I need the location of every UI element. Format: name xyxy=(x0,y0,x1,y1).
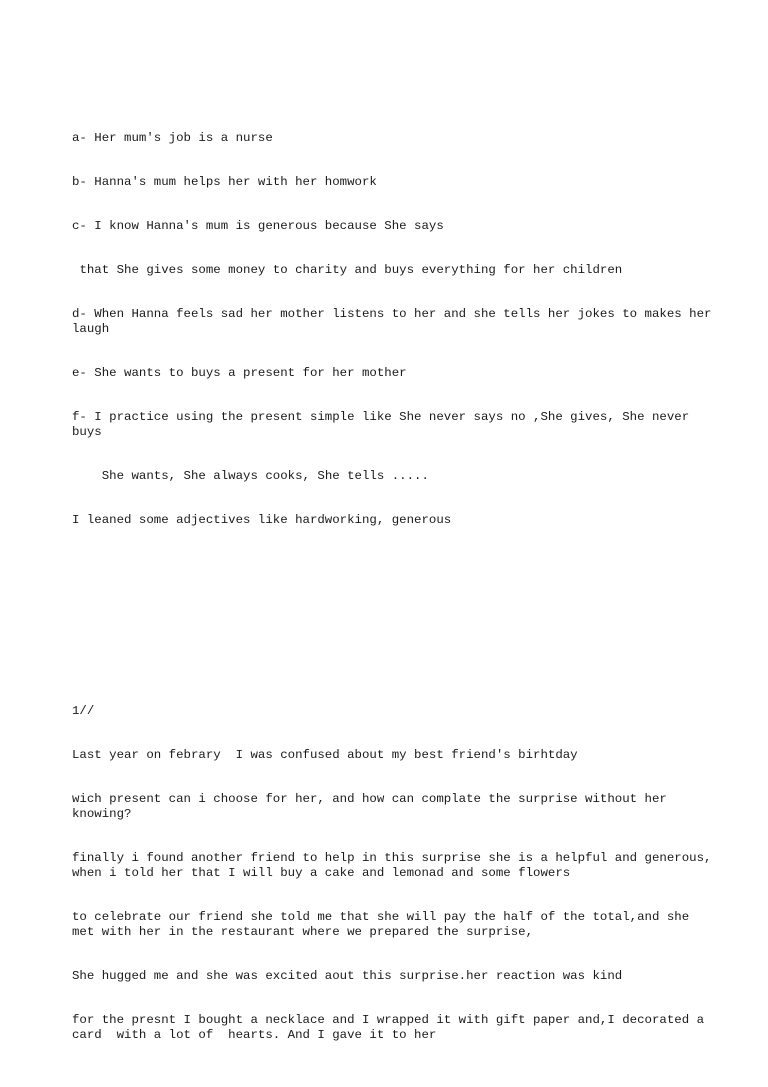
answer-line-e: e- She wants to buys a present for her mother xyxy=(72,366,407,381)
essay-line: for the presnt I bought a necklace and I wrapped it with gift paper and,I decorated a card with a lot of hearts. And I gave it to her xyxy=(72,1012,712,1042)
essay-line: She hugged me and she was excited aout this surprise.her reaction was kind xyxy=(72,968,623,983)
essay-line: finally i found another friend to help in this surprise she is a helpful and generous, when i told her that I will buy a cake and lemonad and some flowers xyxy=(72,851,719,880)
answer-line-b: b- Hanna's mum helps her with her homwork xyxy=(72,174,377,189)
essay-line: Last year on febrary I was confused about my best friend's birhtday xyxy=(72,748,578,763)
answer-line-c: c- I know Hanna's mum is generous because She says xyxy=(72,219,444,234)
answer-line-c-continued: that She gives some money to charity and buys everything for her children xyxy=(72,263,623,278)
answer-line-f-continued: She wants, She always cooks, She tells ..... xyxy=(72,468,429,483)
answers-section xyxy=(72,101,719,557)
answer-line-a: a- Her mum's job is a nurse xyxy=(72,130,273,145)
answer-line-d: d- When Hanna feels sad her mother listens to her and she tells her jokes to makes her laugh xyxy=(72,307,719,336)
section-spacer xyxy=(72,601,712,630)
essay-heading: 1// xyxy=(72,704,95,719)
essay-line: to celebrate our friend she told me that she will pay the half of the total,and she met with her in the restaurant where we prepared the surprise, xyxy=(72,910,697,939)
answer-line-adjectives: I leaned some adjectives like hardworking, generous xyxy=(72,513,452,528)
essay-line: wich present can i choose for her, and how can complate the surprise without her knowing? xyxy=(72,792,675,822)
essay-section xyxy=(72,675,719,1072)
document-page xyxy=(72,72,719,1087)
answer-line-f: f- I practice using the present simple like She never says no ,She gives, She never buys xyxy=(72,410,697,439)
